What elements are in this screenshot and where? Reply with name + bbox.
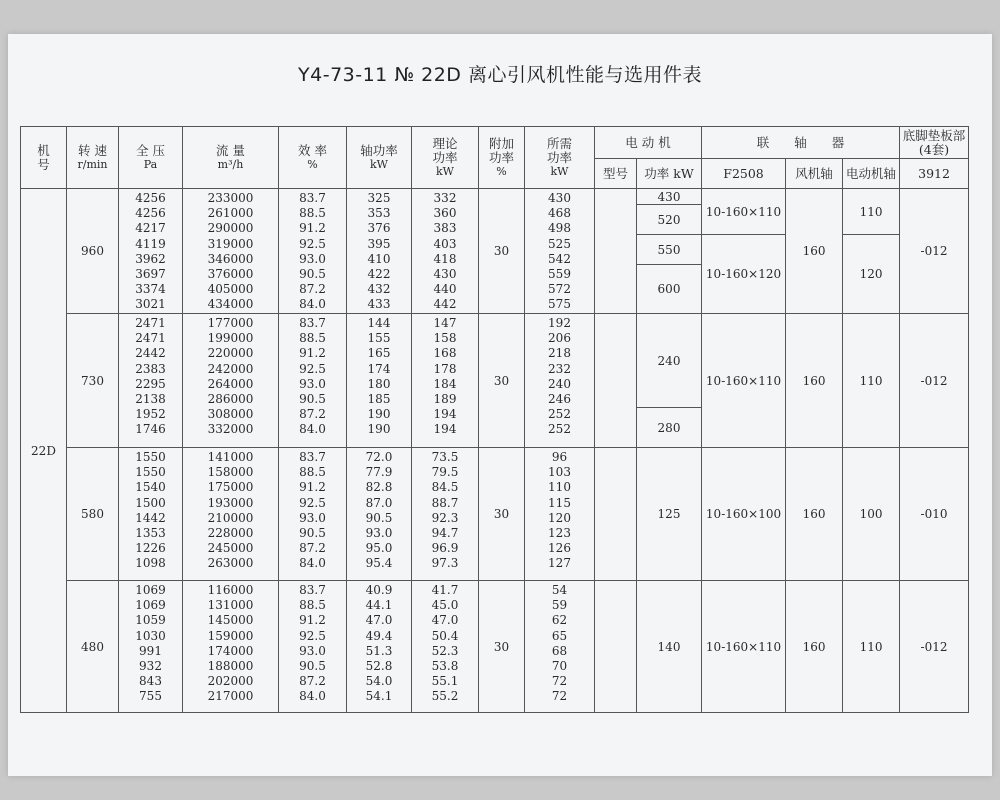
header-shaft-power: 轴功率 kW xyxy=(347,127,412,189)
coupling-cell: 10-160×110 xyxy=(702,581,786,713)
theory-power-column: 73.5 79.5 84.5 88.7 92.3 94.7 96.9 97.3 xyxy=(412,448,479,581)
motor-power-cell: 550 xyxy=(637,235,702,265)
performance-table xyxy=(20,126,969,713)
speed-cell-580: 580 xyxy=(67,448,119,581)
flow-column: 141000 158000 175000 193000 210000 228000 245000 263000 xyxy=(183,448,279,581)
fan-shaft-cell: 160 xyxy=(786,448,843,581)
header-motor-model: 型号 xyxy=(595,159,637,189)
shaft-power-column: 325 353 376 395 410 422 432 433 xyxy=(347,189,412,314)
motor-model-cell xyxy=(595,314,637,448)
pressure-column: 1550 1550 1540 1500 1442 1353 1226 1098 xyxy=(119,448,183,581)
base-plate-cell: -012 xyxy=(900,314,969,448)
motor-power-cell: 430 xyxy=(637,189,702,205)
header-fan-shaft: 风机轴 xyxy=(786,159,843,189)
efficiency-column: 83.7 88.5 91.2 92.5 93.0 90.5 87.2 84.0 xyxy=(279,581,347,713)
motor-power-cell: 600 xyxy=(637,265,702,314)
motor-power-cell: 280 xyxy=(637,408,702,448)
required-power-column: 54 59 62 65 68 70 72 72 xyxy=(525,581,595,713)
base-plate-cell: -010 xyxy=(900,448,969,581)
theory-power-column: 41.7 45.0 47.0 50.4 52.3 53.8 55.1 55.2 xyxy=(412,581,479,713)
fan-shaft-cell: 160 xyxy=(786,189,843,314)
speed-cell-480: 480 xyxy=(67,581,119,713)
base-plate-cell: -012 xyxy=(900,189,969,314)
motor-model-cell xyxy=(595,189,637,314)
coupling-cell: 10-160×110 xyxy=(702,314,786,448)
header-speed: 转 速 r/min xyxy=(67,127,119,189)
shaft-power-column: 144 155 165 174 180 185 190 190 xyxy=(347,314,412,448)
pressure-column: 4256 4256 4217 4119 3962 3697 3374 3021 xyxy=(119,189,183,314)
coupling-cell: 10-160×110 xyxy=(702,189,786,235)
header-base-code: 3912 xyxy=(900,159,969,189)
motor-shaft-cell: 120 xyxy=(843,235,900,314)
fan-shaft-cell: 160 xyxy=(786,581,843,713)
header-coupling: 联 轴 器 xyxy=(702,127,900,159)
motor-shaft-cell: 110 xyxy=(843,581,900,713)
efficiency-column: 83.7 88.5 91.2 92.5 93.0 90.5 87.2 84.0 xyxy=(279,448,347,581)
motor-model-cell xyxy=(595,448,637,581)
speed-cell-730: 730 xyxy=(67,314,119,448)
header-motor: 电 动 机 xyxy=(595,127,702,159)
flow-column: 177000 199000 220000 242000 264000 286000 308000 332000 xyxy=(183,314,279,448)
extra-power-cell: 30 xyxy=(479,189,525,314)
header-efficiency: 效 率 % xyxy=(279,127,347,189)
speed-cell-960: 960 xyxy=(67,189,119,314)
motor-shaft-cell: 100 xyxy=(843,448,900,581)
motor-power-cell: 240 xyxy=(637,314,702,408)
flow-column: 233000 261000 290000 319000 346000 376000 405000 434000 xyxy=(183,189,279,314)
header-motor-power: 功率 kW xyxy=(637,159,702,189)
shaft-power-column: 40.9 44.1 47.0 49.4 51.3 52.8 54.0 54.1 xyxy=(347,581,412,713)
theory-power-column: 332 360 383 403 418 430 440 442 xyxy=(412,189,479,314)
pressure-column: 2471 2471 2442 2383 2295 2138 1952 1746 xyxy=(119,314,183,448)
header-base-plate: 底脚垫板部 (4套) xyxy=(900,127,969,159)
required-power-column: 96 103 110 115 120 123 126 127 xyxy=(525,448,595,581)
header-motor-shaft: 电动机轴 xyxy=(843,159,900,189)
efficiency-column: 83.7 88.5 91.2 92.5 93.0 90.5 87.2 84.0 xyxy=(279,314,347,448)
header-machine: 机 号 xyxy=(21,127,67,189)
motor-model-cell xyxy=(595,581,637,713)
extra-power-cell: 30 xyxy=(479,448,525,581)
header-required-power: 所需 功率 kW xyxy=(525,127,595,189)
required-power-column: 192 206 218 232 240 246 252 252 xyxy=(525,314,595,448)
header-extra-power: 附加 功率 % xyxy=(479,127,525,189)
coupling-cell: 10-160×100 xyxy=(702,448,786,581)
coupling-cell: 10-160×120 xyxy=(702,235,786,314)
pressure-column: 1069 1069 1059 1030 991 932 843 755 xyxy=(119,581,183,713)
shaft-power-column: 72.0 77.9 82.8 87.0 90.5 93.0 95.0 95.4 xyxy=(347,448,412,581)
base-plate-cell: -012 xyxy=(900,581,969,713)
motor-power-cell: 125 xyxy=(637,448,702,581)
motor-shaft-cell: 110 xyxy=(843,314,900,448)
motor-shaft-cell: 110 xyxy=(843,189,900,235)
table-title: Y4-73-11 № 22D 离心引风机性能与选用件表 xyxy=(298,64,702,86)
efficiency-column: 83.7 88.5 91.2 92.5 93.0 90.5 87.2 84.0 xyxy=(279,189,347,314)
flow-column: 116000 131000 145000 159000 174000 188000 202000 217000 xyxy=(183,581,279,713)
required-power-column: 430 468 498 525 542 559 572 575 xyxy=(525,189,595,314)
extra-power-cell: 30 xyxy=(479,581,525,713)
header-flow: 流 量 m³/h xyxy=(183,127,279,189)
header-theory-power: 理论 功率 kW xyxy=(412,127,479,189)
machine-number-cell: 22D xyxy=(21,189,67,713)
fan-shaft-cell: 160 xyxy=(786,314,843,448)
extra-power-cell: 30 xyxy=(479,314,525,448)
theory-power-column: 147 158 168 178 184 189 194 194 xyxy=(412,314,479,448)
header-pressure: 全 压 Pa xyxy=(119,127,183,189)
motor-power-cell: 140 xyxy=(637,581,702,713)
motor-power-cell: 520 xyxy=(637,205,702,235)
header-coupling-f: F2508 xyxy=(702,159,786,189)
